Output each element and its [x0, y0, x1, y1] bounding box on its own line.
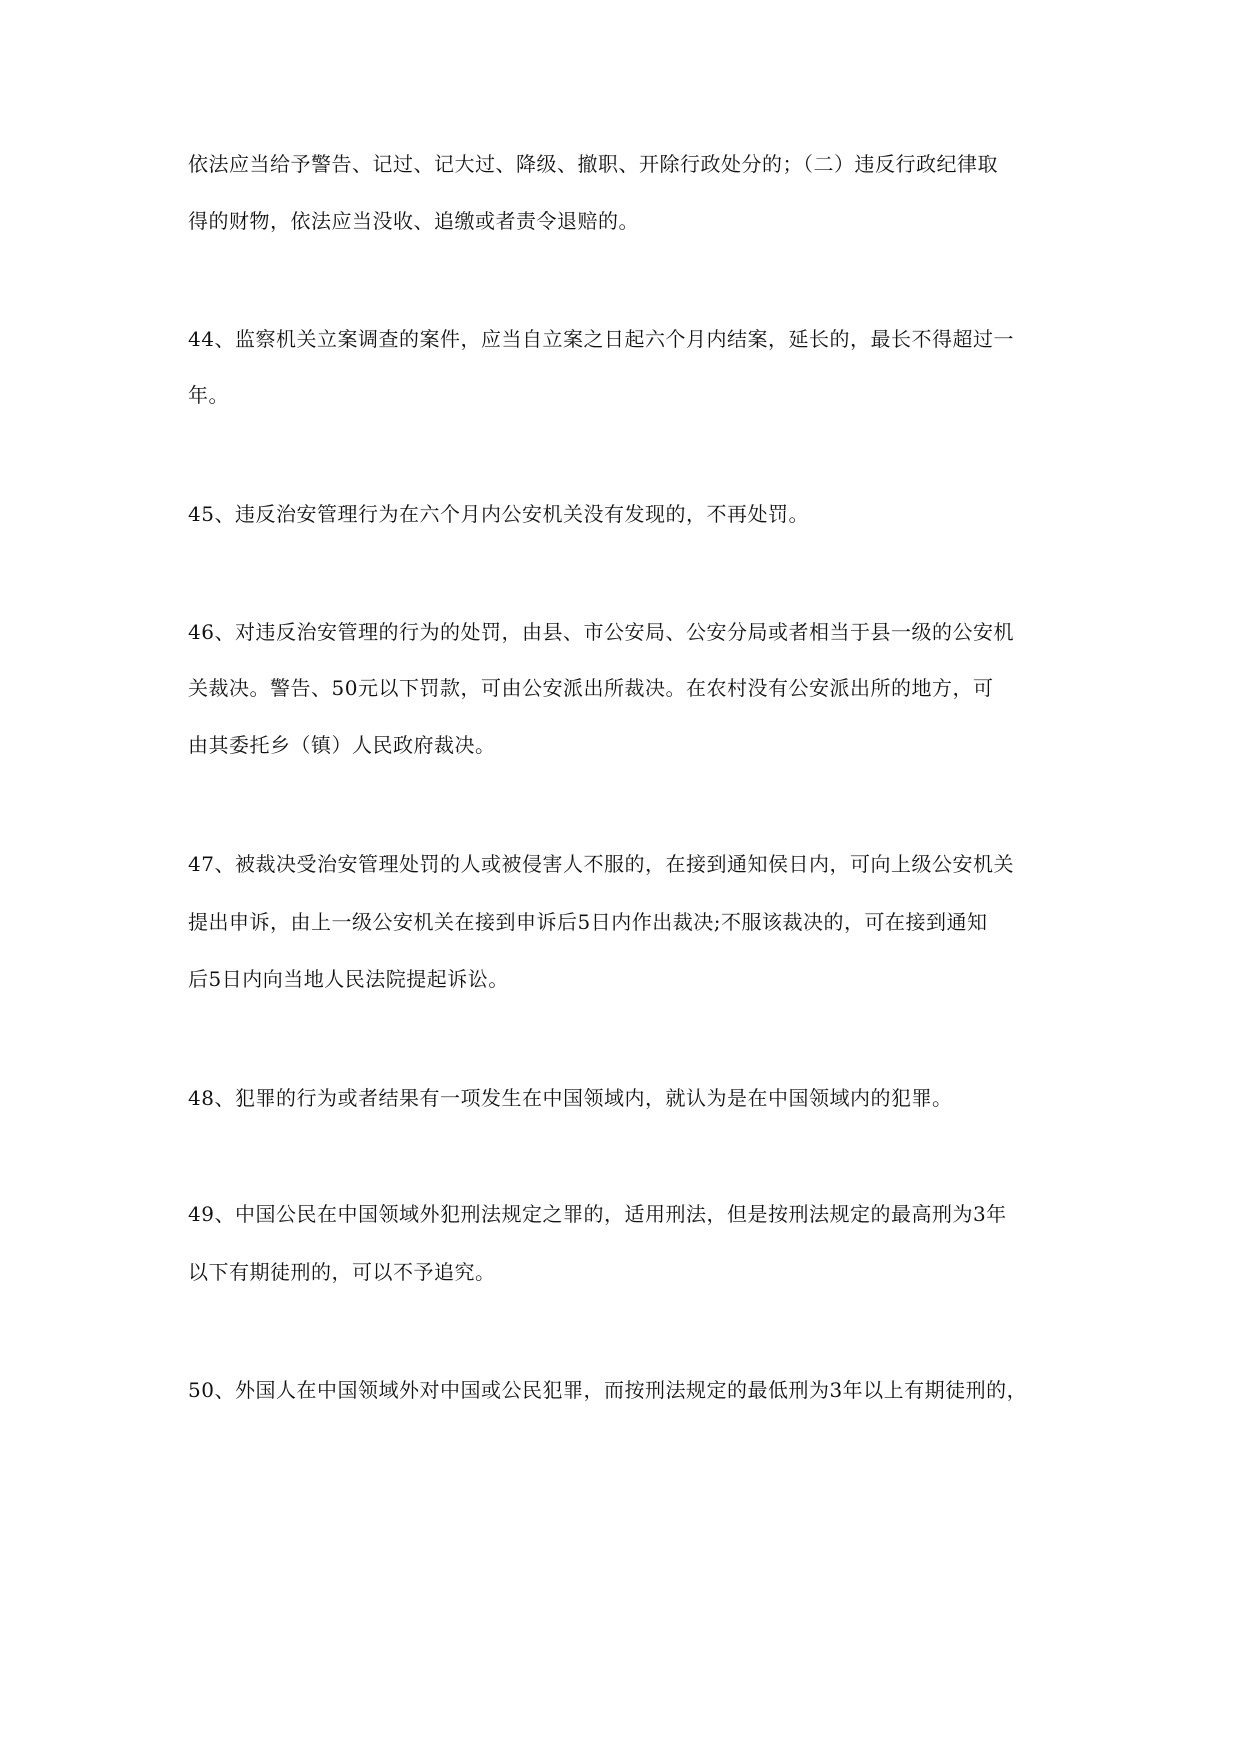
paragraph-line: 关裁决。警告、50元以下罚款，可由公安派出所裁决。在农村没有公安派出所的地方，可 [188, 676, 994, 700]
paragraph-line: 45、违反治安管理行为在六个月内公安机关没有发现的，不再处罚。 [188, 502, 809, 526]
paragraph-line: 后5日内向当地人民法院提起诉讼。 [188, 967, 509, 991]
paragraph-line: 由其委托乡（镇）人民政府裁决。 [188, 733, 496, 757]
paragraph-line: 提出申诉，由上一级公安机关在接到申诉后5日内作出裁决;不服该裁决的，可在接到通知 [188, 910, 988, 934]
paragraph-line: 得的财物，依法应当没收、追缴或者责令退赔的。 [188, 209, 639, 233]
paragraph-line: 依法应当给予警告、记过、记大过、降级、撤职、开除行政处分的；（二）违反行政纪律取 [188, 152, 998, 176]
paragraph-line: 49、中国公民在中国领域外犯刑法规定之罪的，适用刑法，但是按刑法规定的最高刑为3年 [188, 1202, 1007, 1226]
paragraph-line: 47、被裁决受治安管理处罚的人或被侵害人不服的，在接到通知侯日内，可向上级公安机关 [188, 852, 1014, 876]
paragraph-line: 48、犯罪的行为或者结果有一项发生在中国领域内，就认为是在中国领域内的犯罪。 [188, 1086, 953, 1110]
paragraph-line: 以下有期徒刑的，可以不予追究。 [188, 1260, 496, 1284]
paragraph-line: 44、监察机关立案调查的案件，应当自立案之日起六个月内结案，延长的，最长不得超过一 [188, 327, 1014, 351]
paragraph-line: 年。 [188, 383, 229, 407]
paragraph-line: 46、对违反治安管理的行为的处罚，由县、市公安局、公安分局或者相当于县一级的公安机 [188, 620, 1014, 644]
paragraph-line: 50、外国人在中国领域外对中国或公民犯罪，而按刑法规定的最低刑为3年以上有期徒刑的， [188, 1378, 1028, 1402]
